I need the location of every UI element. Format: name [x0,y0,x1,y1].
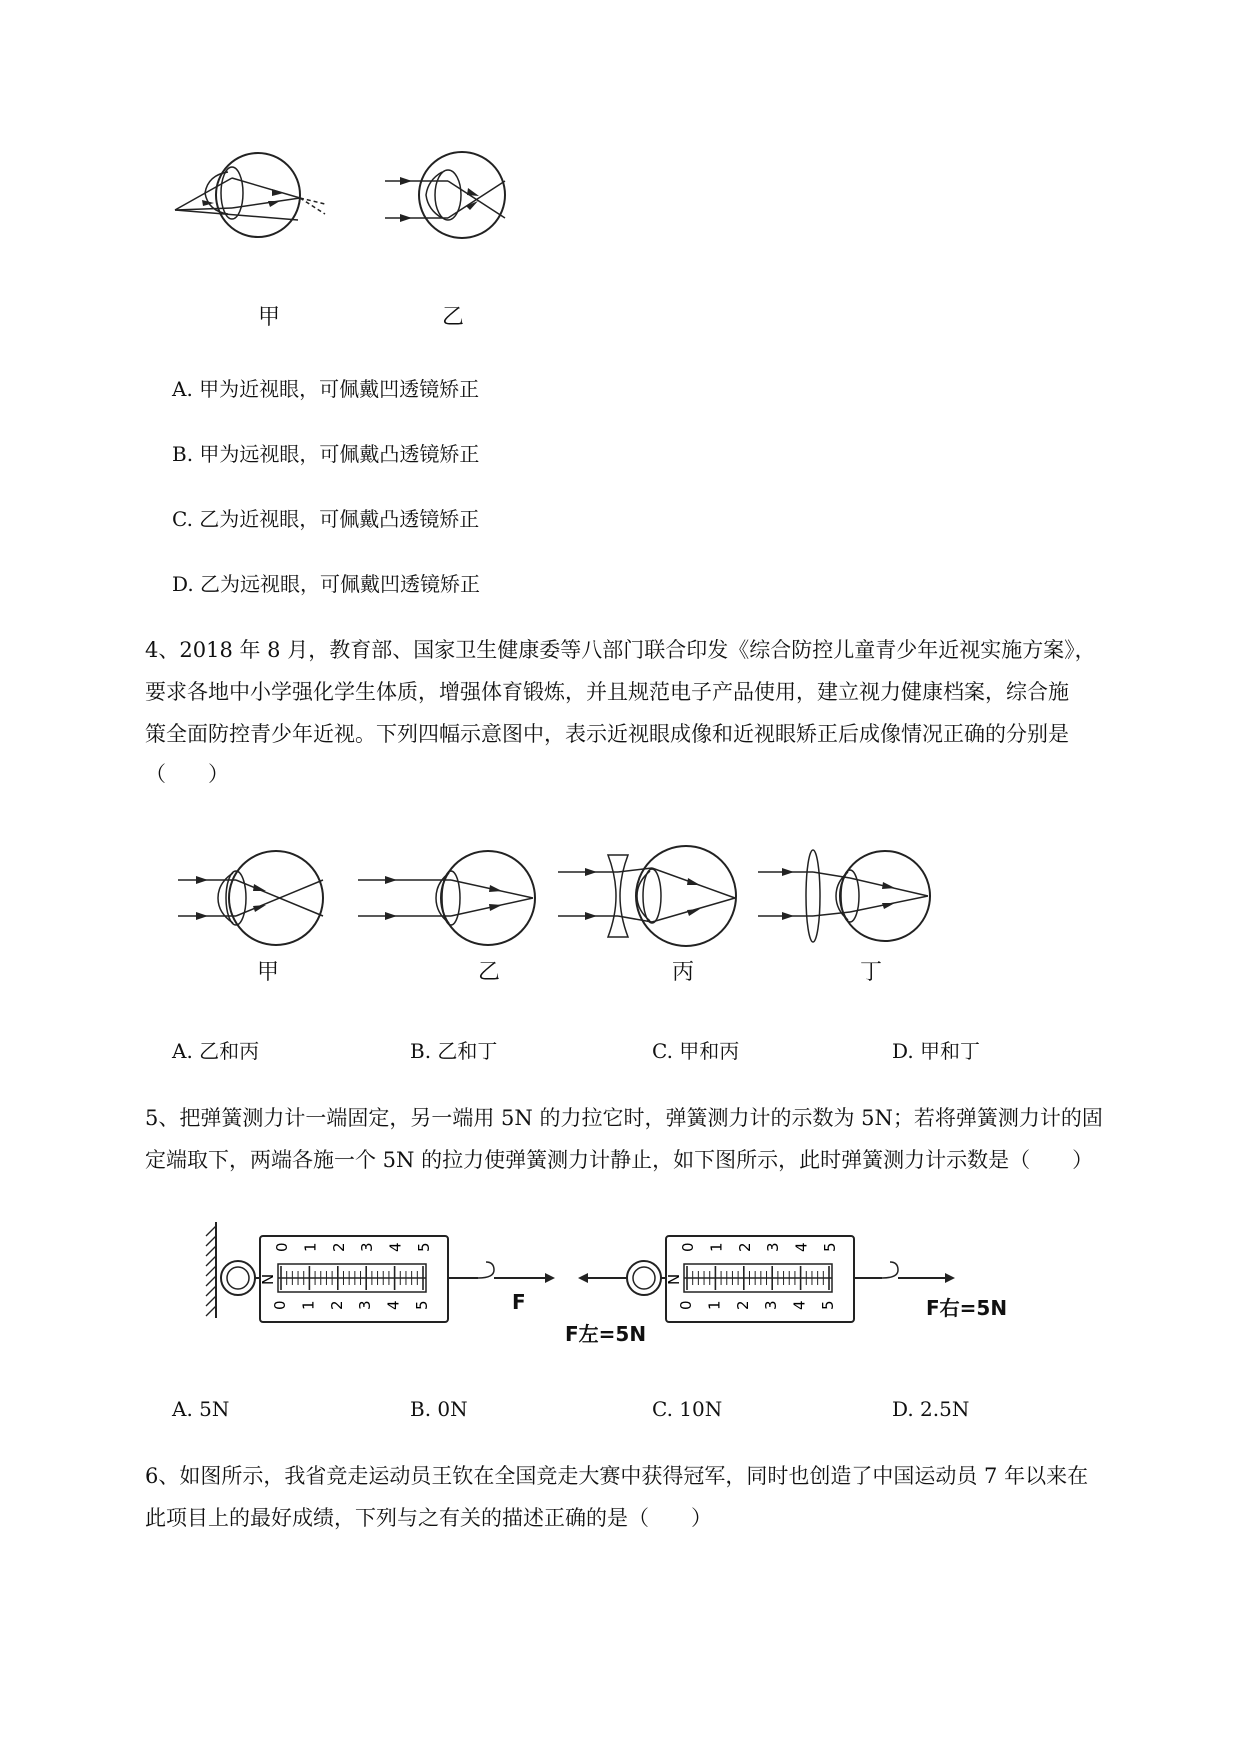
q5-scale1-unit: N [259,1273,277,1285]
q4-line-1: 4、2018 年 8 月，教育部、国家卫生健康委等八部门联合印发《综合防控儿童青少年近视实施方案》， [145,638,1096,662]
q5-scale1-top-tick-label: 0 [273,1242,291,1252]
q5-line-1: 5、把弹簧测力计一端固定，另一端用 5N 的力拉它时，弹簧测力计的示数为 5N；若将弹簧测力计的固 [145,1106,1103,1130]
q5-option-a[interactable]: A. 5N [172,1397,230,1421]
q4-label-yi: 乙 [478,960,501,985]
q5-scale2-bottom-tick-label: 1 [705,1300,724,1310]
q4-label-jia: 甲 [257,960,280,985]
q5-line-2: 定端取下，两端各施一个 5N 的拉力使弹簧测力计静止，如下图所示，此时弹簧测力计示数是（ ） [145,1148,1094,1172]
q5-scale2-bottom-tick-label: 3 [762,1300,781,1310]
q5-scale1-top-tick-label: 5 [415,1242,433,1252]
q4-label-ding: 丁 [860,960,883,985]
q4-line-4: （ ） [145,762,229,786]
q5-force-label-f: F [512,1290,526,1314]
q4-option-a[interactable]: A. 乙和丙 [172,1039,260,1063]
q3-label-yi: 乙 [442,305,465,330]
q5-scale1-bottom-tick-label: 1 [299,1300,318,1310]
q3-option-a[interactable]: A. 甲为近视眼，可佩戴凹透镜矫正 [172,377,480,401]
q4-label-bing: 丙 [672,960,695,985]
q5-option-c[interactable]: C. 10N [652,1397,723,1421]
q5-scale1-top-tick-label: 1 [301,1242,320,1252]
q5-scale2-top-tick-label: 5 [821,1242,839,1252]
q5-scale2-top-tick-label: 3 [764,1242,783,1252]
q5-scale2-bottom-tick-label: 5 [819,1300,837,1310]
q5-scale2-top-tick-label: 0 [679,1242,697,1252]
q5-scale2-top-tick-label: 2 [735,1242,754,1252]
q5-force-label-right: F右=5N [926,1296,1008,1320]
q4-option-d[interactable]: D. 甲和丁 [892,1039,981,1063]
q5-scale2-bottom-tick-label: 2 [733,1300,752,1310]
q3-label-jia: 甲 [258,305,281,330]
q5-scale1-bottom-tick-label: 0 [271,1300,289,1310]
q4-line-2: 要求各地中小学强化学生体质，增强体育锻炼，并且规范电子产品使用，建立视力健康档案，综合施 [145,680,1069,704]
q5-scale1-bottom-tick-label: 3 [356,1300,375,1310]
q5-scale2-bottom-tick-label: 0 [677,1300,695,1310]
q5-scale2-unit: N [665,1273,683,1285]
q5-force-label-left: F左=5N [565,1322,647,1346]
q4-line-3: 策全面防控青少年近视。下列四幅示意图中，表示近视眼成像和近视眼矫正后成像情况正确的分别是 [145,722,1069,746]
q4-option-c[interactable]: C. 甲和丙 [652,1039,740,1063]
q5-scale2-top-tick-label: 1 [707,1242,726,1252]
q5-scale2-top-tick-label: 4 [792,1242,811,1252]
q5-scale1-bottom-tick-label: 5 [413,1300,431,1310]
q5-scale1-top-tick-label: 2 [329,1242,348,1252]
q5-scale1-top-tick-label: 4 [386,1242,405,1252]
q3-option-c[interactable]: C. 乙为近视眼，可佩戴凸透镜矫正 [172,507,480,531]
q4-option-b[interactable]: B. 乙和丁 [410,1039,498,1063]
q6-line-2: 此项目上的最好成绩，下列与之有关的描述正确的是（ ） [145,1506,712,1530]
q3-option-b[interactable]: B. 甲为远视眼，可佩戴凸透镜矫正 [172,442,480,466]
q3-option-d[interactable]: D. 乙为远视眼，可佩戴凹透镜矫正 [172,572,481,596]
q5-scale1-bottom-tick-label: 4 [384,1300,403,1310]
q5-scale1-top-tick-label: 3 [358,1242,377,1252]
q5-option-b[interactable]: B. 0N [410,1397,468,1421]
q6-line-1: 6、如图所示，我省竞走运动员王钦在全国竞走大赛中获得冠军，同时也创造了中国运动员 7 年以来在 [145,1464,1089,1488]
q5-scale2-bottom-tick-label: 4 [790,1300,809,1310]
q5-scale1-bottom-tick-label: 2 [327,1300,346,1310]
q5-option-d[interactable]: D. 2.5N [892,1397,970,1421]
